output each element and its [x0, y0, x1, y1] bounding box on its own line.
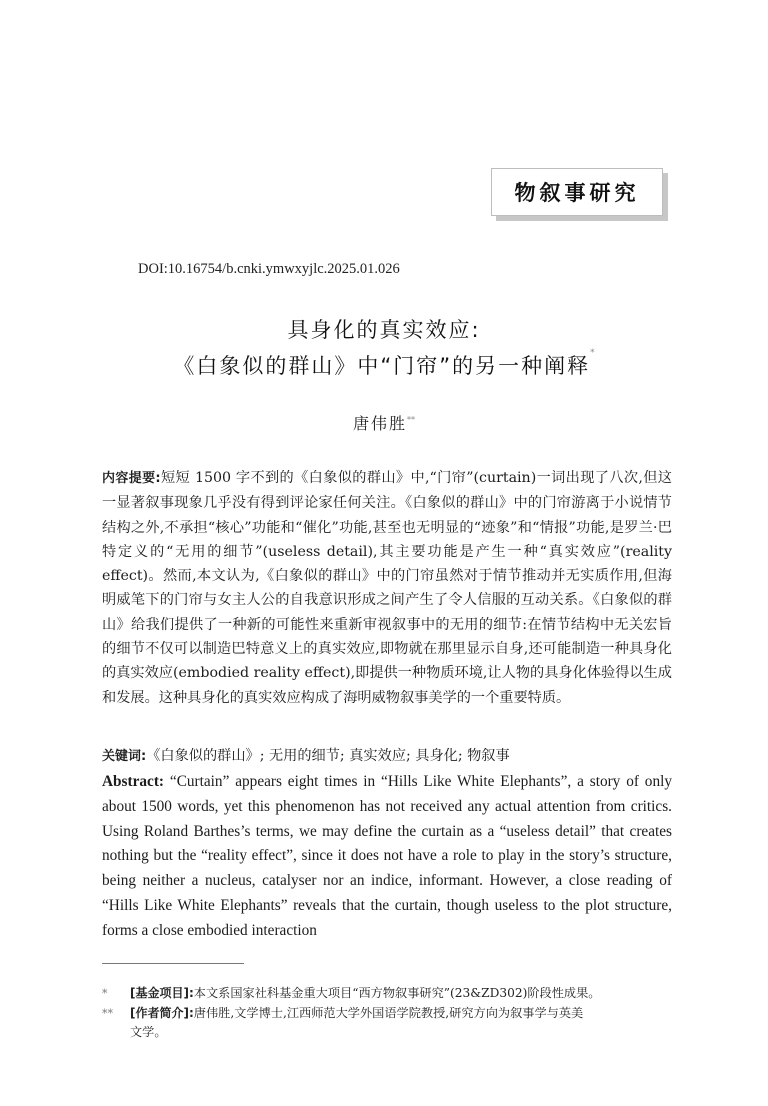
- abstract-cn-text: 短短 1500 字不到的《白象似的群山》中,“门帘”(curtain)一词出现了八次,但这一显著叙事现象几乎没有得到评论家任何关注。《白象似的群山》中的门帘游离于小说情节结构之外,不承担“核心”功能和“催化”功能,甚至也无明显的“迹象”和“情报”功能,是罗兰·巴特定义的“无用的细节”(useless detail),其主要功能是产生一种“真实效应”(reality effect)。然而,本文认为,《白象似的群山》中的门帘虽然对于情节推动并无实质作用,但海明威笔下的门帘与女主人公的自我意识形成之间产生了令人信服的互动关系。《白象似的群山》给我们提供了一种新的可能性来重新审视叙事中的无用的细节:在情节结构中无关宏旨的细节不仅可以制造巴特意义上的真实效应,即物就在那里显示自身,还可能制造一种具身化的真实效应(embodied reality effect),即提供一种物质环境,让人物的具身化体验得以生成和发展。这种具身化的真实效应构成了海明威物叙事美学的一个重要特质。: [102, 470, 672, 706]
- abstract-en-label: Abstract:: [102, 773, 165, 790]
- author-name: 唐伟胜: [352, 414, 407, 433]
- footnote-funding: [102, 984, 677, 1003]
- footnote-author: [102, 1004, 677, 1042]
- section-heading: 物叙事研究: [514, 181, 640, 205]
- footnote-text: 本文系国家社科基金重大项目“西方物叙事研究”(23&ZD302)阶段性成果。: [193, 986, 601, 1000]
- doi[interactable]: DOI:10.16754/b.cnki.ymwxyjlc.2025.01.026: [138, 261, 400, 277]
- abstract-en-text: “Curtain” appears eight times in “Hills Like White Elephants”, a story of only about 1500 words, yet this phenomenon has not received any actual attention from critics. Using Roland Barthes’s terms, we may define the curtain as a “useless detail” that creates nothing but the “reality effect”, since it does not have a role to play in the story’s structure, being neither a nucleus, catalyser nor an indice, informant. However, a close reading of “Hills Like White Elephants” reveals that the curtain, though useless to the plot structure, forms a close embodied interaction: [102, 773, 672, 939]
- keywords: [102, 744, 672, 769]
- footnote-text-continued: 文学。: [130, 1025, 167, 1039]
- title-line-2: [0, 350, 768, 380]
- title-main: 具身化的真实效应:: [287, 318, 481, 342]
- footnote-mark: **: [102, 1007, 113, 1020]
- title-subtitle: 《白象似的群山》中“门帘”的另一种阐释: [173, 354, 591, 378]
- footnote-divider: [102, 963, 244, 964]
- abstract-chinese: [102, 466, 672, 710]
- author-footnote-mark[interactable]: **: [407, 415, 415, 425]
- keywords-text: 《白象似的群山》; 无用的细节; 真实效应; 具身化; 物叙事: [146, 748, 510, 764]
- title-line-1: [0, 314, 768, 344]
- footnote-text: 唐伟胜,文学博士,江西师范大学外国语学院教授,研究方向为叙事学与英美: [193, 1006, 584, 1020]
- keywords-label: 关键词:: [102, 749, 147, 764]
- title-footnote-mark[interactable]: *: [590, 348, 595, 358]
- footnote-label: [作者简介]:: [130, 1006, 194, 1020]
- abstract-english: [102, 770, 672, 944]
- footnote-label: [基金项目]:: [130, 986, 194, 1000]
- footnote-mark: *: [102, 987, 108, 1000]
- abstract-cn-label: 内容提要:: [102, 471, 161, 486]
- section-heading-box: [491, 168, 663, 216]
- author: [0, 411, 768, 434]
